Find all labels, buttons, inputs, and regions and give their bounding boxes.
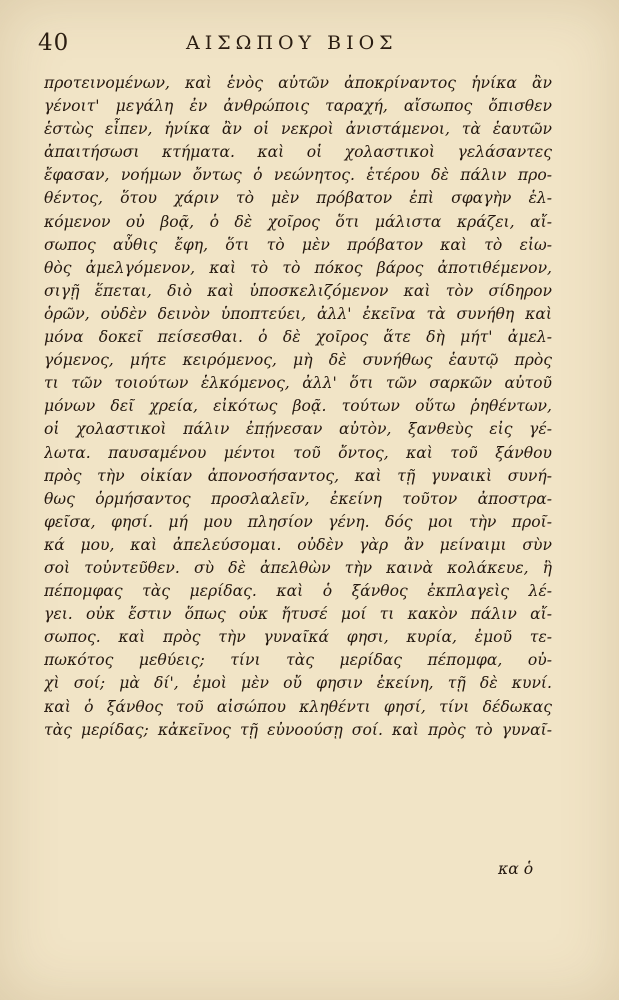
text-line: σωπος αὖθις ἔφη, ὅτι τὸ μὲν πρόβατον καὶ τὸ εἰω- [44, 235, 552, 254]
text-line: σωπος. καὶ πρὸς τὴν γυναῖκά φησι, κυρία, ἐμοῦ τε- [44, 628, 552, 647]
text-line: ἀπαιτήσωσι κτήματα. καὶ οἱ χολαστικοὶ γελάσαντες [44, 143, 552, 162]
text-line: θὸς ἀμελγόμενον, καὶ τὸ τὸ πόκος βάρος ἀποτιθέμενον, [44, 258, 552, 277]
text-line: ἔφασαν, νοήμων ὄντως ὁ νεώνητος. ἑτέρου δὲ πάλιν προ- [44, 166, 552, 185]
text-line: προτεινομένων, καὶ ἑνὸς αὐτῶν ἀποκρίναντος ἡνίκα ἂν [44, 74, 552, 92]
text-line: κά μου, καὶ ἀπελεύσομαι. οὐδὲν γὰρ ἂν μείναιμι σὺν [44, 535, 552, 554]
text-line: χὶ σοί; μὰ δί', ἐμοὶ μὲν οὔ φησιν ἐκείνη, τῇ δὲ κυνί. [44, 674, 552, 693]
text-line: ἑστὼς εἶπεν, ἡνίκα ἂν οἱ νεκροὶ ἀνιστάμενοι, τὰ ἑαυτῶν [44, 120, 552, 139]
text-line: θως ὁρμήσαντος προσλαλεῖν, ἐκείνη τοῦτον ἀποστρα- [44, 489, 552, 508]
text-line: μόνα δοκεῖ πείσεσθαι. ὁ δὲ χοῖρος ἅτε δὴ μήτ' ἀμελ- [44, 328, 552, 347]
text-line: πέπομφας τὰς μερίδας. καὶ ὁ ξάνθος ἐκπλαγεὶς λέ- [44, 582, 552, 601]
text-line: πρὸς τὴν οἰκίαν ἀπονοσήσαντος, καὶ τῇ γυναικὶ συνή- [44, 466, 552, 485]
text-line: λωτα. παυσαμένου μέντοι τοῦ ὄντος, καὶ τοῦ ξάνθου [44, 443, 552, 462]
page-header [38, 30, 558, 58]
page-number: 40 [38, 30, 70, 56]
text-line: γει. οὐκ ἔστιν ὅπως οὐκ ἤτυσέ μοί τι κακὸν πάλιν αἴ- [44, 605, 552, 624]
text-line: φεῖσα, φησί. μή μου πλησίον γένη. δός μοι τὴν προῖ- [44, 512, 552, 531]
text-line: κόμενον οὐ βοᾷ, ὁ δὲ χοῖρος ὅτι μάλιστα κράζει, αἴ- [44, 212, 552, 231]
text-line: γόμενος, μήτε κειρόμενος, μὴ δὲ συνήθως ἑαυτῷ πρὸς [44, 351, 552, 370]
text-line: τὰς μερίδας; κἀκεῖνος τῇ εὐνοούσῃ σοί. καὶ πρὸς τὸ γυναῖ- [44, 720, 552, 739]
text-line: γένοιτ' μεγάλη ἐν ἀνθρώποις ταραχή, αἴσωπος ὄπισθεν [44, 97, 552, 116]
running-head: ΑΙΣΩΠΟΥ ΒΙΟΣ [186, 32, 398, 54]
text-line: σιγῇ ἕπεται, διὸ καὶ ὑποσκελιζόμενον καὶ τὸν σίδηρον [44, 281, 552, 300]
text-line: μόνων δεῖ χρεία, εἰκότως βοᾷ. τούτων οὕτω ῥηθέντων, [44, 397, 552, 416]
text-line: ὁρῶν, οὐδὲν δεινὸν ὑποπτεύει, ἀλλ' ἐκεῖνα τὰ συνήθη καὶ [44, 304, 552, 323]
catchword: κα ὁ [498, 860, 534, 878]
text-line: πωκότος μεθύεις; τίνι τὰς μερίδας πέπομφα, οὐ- [44, 651, 552, 670]
text-line: θέντος, ὅτου χάριν τὸ μὲν πρόβατον ἐπὶ σφαγὴν ἑλ- [44, 189, 552, 208]
body-text [44, 72, 552, 742]
text-line: τι τῶν τοιούτων ἑλκόμενος, ἀλλ' ὅτι τῶν σαρκῶν αὐτοῦ [44, 374, 552, 393]
text-line: σοὶ τοὐντεῦθεν. σὺ δὲ ἀπελθὼν τὴν καινὰ κολάκευε, ἣ [44, 558, 552, 577]
text-line: καὶ ὁ ξάνθος τοῦ αἰσώπου κληθέντι φησί, τίνι δέδωκας [44, 697, 552, 716]
text-line: οἱ χολαστικοὶ πάλιν ἐπῄνεσαν αὐτὸν, ξανθεὺς εἰς γέ- [44, 420, 552, 439]
